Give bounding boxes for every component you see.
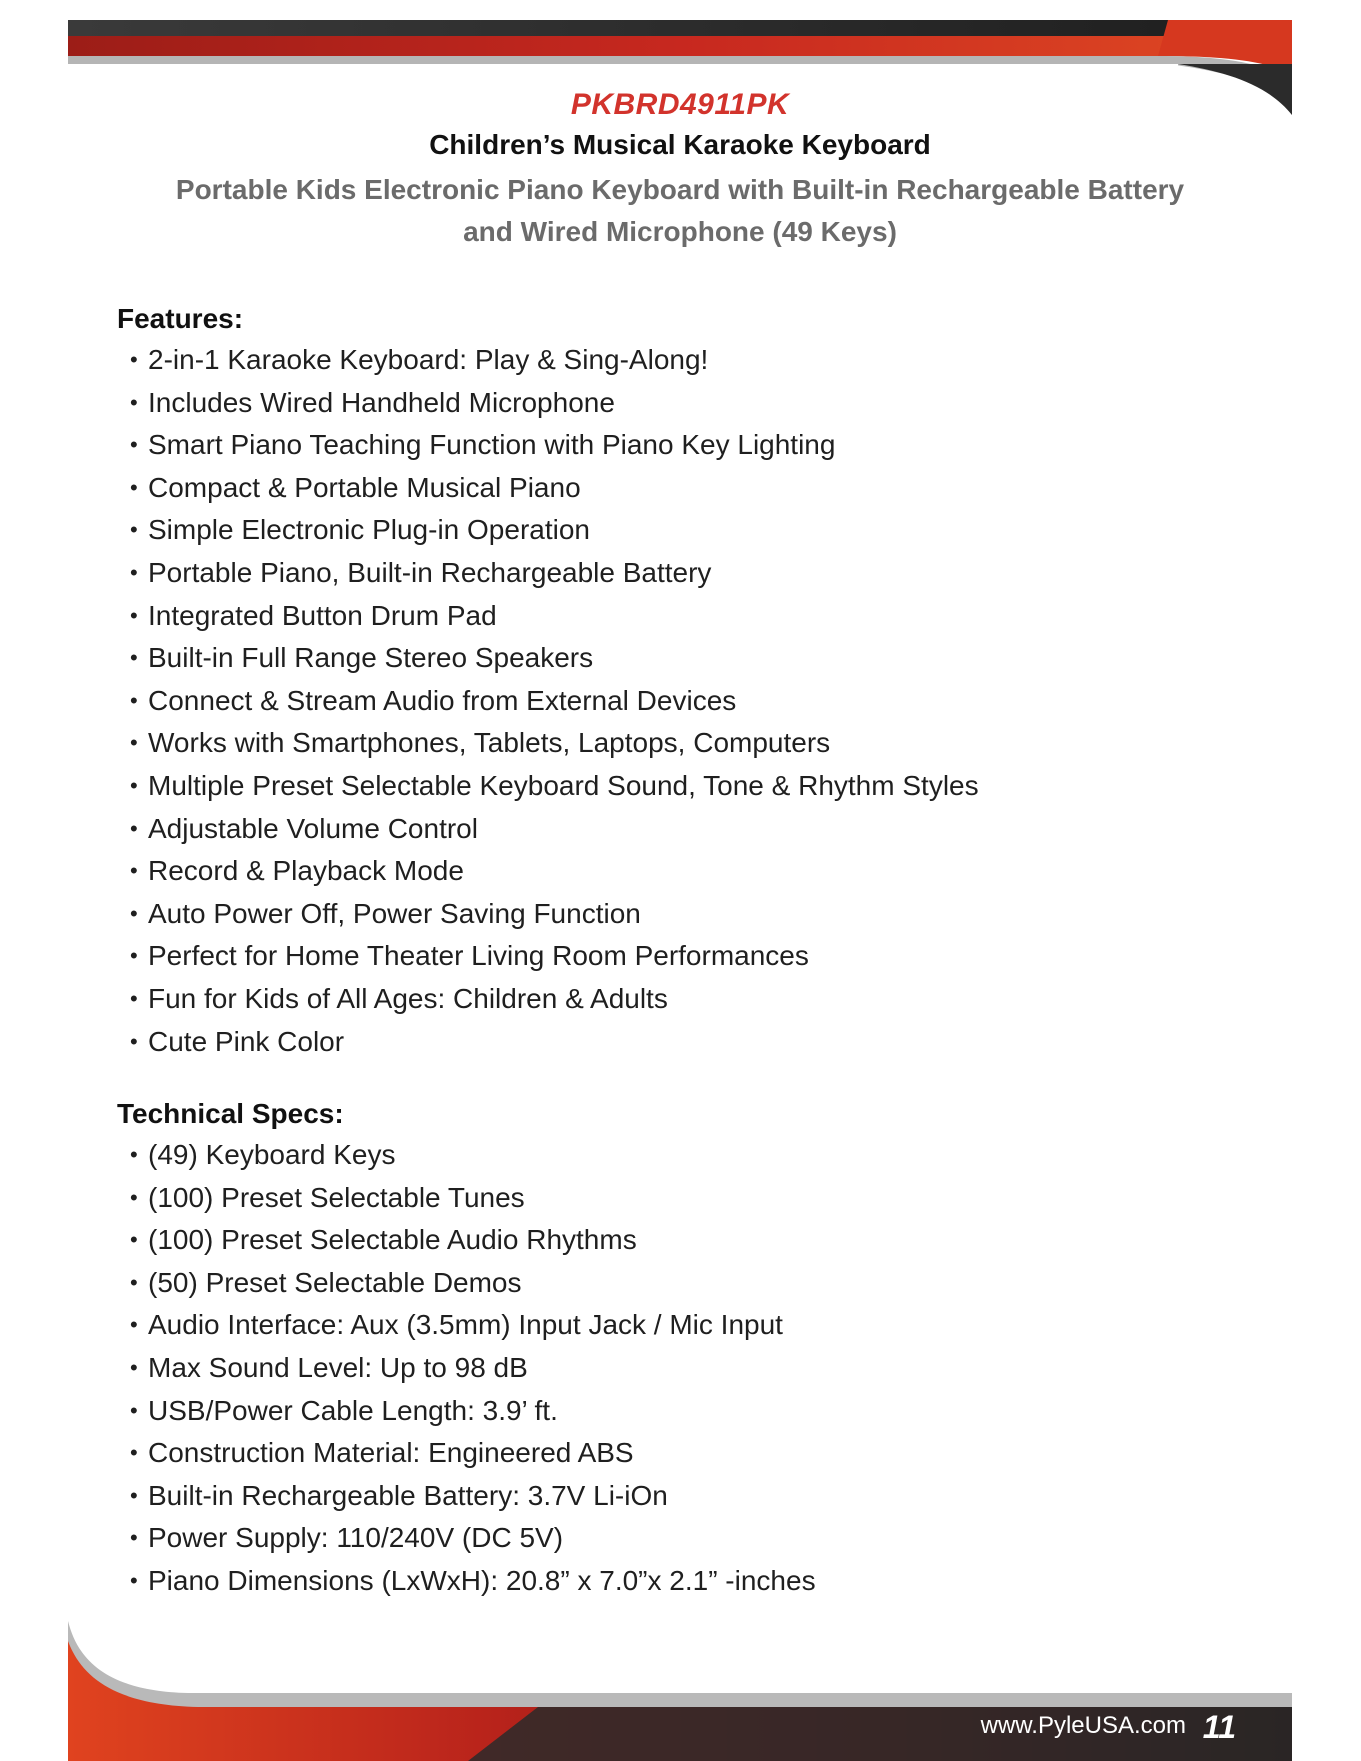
feature-item-text: Perfect for Home Theater Living Room Performances [148,940,809,972]
bullet-icon: • [130,985,138,1011]
features-section [117,299,1217,1063]
bullet-icon: • [130,602,138,628]
spec-item [130,1475,1217,1518]
bullet-icon: • [130,432,138,458]
feature-item-text: Auto Power Off, Power Saving Function [148,897,641,929]
feature-item [130,339,1217,382]
spec-item [130,1517,1217,1560]
bullet-icon: • [130,517,138,543]
feature-item [130,1021,1217,1064]
bullet-icon: • [130,1568,138,1594]
feature-item-text: 2-in-1 Karaoke Keyboard: Play & Sing-Along! [148,344,709,375]
spec-item [130,1432,1217,1475]
feature-item-text: Fun for Kids of All Ages: Children & Adults [148,982,668,1014]
features-heading: Features: [117,303,244,334]
bullet-icon: • [130,1227,138,1253]
bullet-icon: • [130,943,138,969]
bullet-icon: • [130,687,138,713]
spec-item [130,1177,1217,1220]
spec-item [130,1560,1217,1603]
page-number: 11 [1202,1709,1236,1745]
bullet-icon: • [130,1028,138,1054]
feature-item-text: Portable Piano, Built-in Rechargeable Battery [148,556,712,588]
spec-item [130,1390,1217,1433]
feature-item [130,595,1217,638]
spec-item [130,1219,1217,1262]
feature-item-text: Record & Playback Mode [148,855,464,887]
bottom-decorative-band [68,1621,1292,1761]
spec-item [130,1134,1217,1177]
feature-item [130,722,1217,765]
spec-item-text: USB/Power Cable Length: 3.9’ ft. [148,1394,558,1426]
feature-item-text: Works with Smartphones, Tablets, Laptops, Computers [148,727,831,759]
bullet-icon: • [130,347,138,372]
feature-item-text: Simple Electronic Plug-in Operation [148,514,590,546]
bullet-icon: • [130,1312,138,1338]
feature-item-text: Built-in Full Range Stereo Speakers [148,642,594,674]
feature-item [130,808,1217,851]
technical-specs-list [117,1134,1217,1603]
feature-item-text: Cute Pink Color [148,1025,345,1057]
bullet-icon: • [130,1142,138,1168]
bullet-icon: • [130,815,138,841]
feature-item-text: Compact & Portable Musical Piano [148,471,581,503]
feature-item-text: Connect & Stream Audio from External Devices [148,684,737,716]
technical-specs-heading: Technical Specs: [117,1098,344,1130]
feature-item [130,552,1217,595]
bullet-icon: • [130,900,138,926]
bullet-icon: • [130,1184,138,1210]
spec-item-text: (100) Preset Selectable Audio Rhythms [148,1224,637,1256]
bullet-icon: • [130,730,138,756]
content [68,85,1292,1603]
model-number: PKBRD4911PK [570,88,790,121]
bullet-icon: • [130,1269,138,1295]
feature-item [130,424,1217,467]
features-list [117,339,1217,1063]
technical-specs-section [117,1094,1217,1603]
spec-item-text: Power Supply: 110/240V (DC 5V) [148,1522,564,1554]
spec-item [130,1304,1217,1347]
feature-item [130,765,1217,808]
spec-item [130,1347,1217,1390]
feature-item-text: Smart Piano Teaching Function with Piano Key Lighting [148,429,836,461]
bullet-icon: • [130,389,138,415]
feature-item [130,637,1217,680]
bullet-icon: • [130,1525,138,1551]
spec-item-text: Construction Material: Engineered ABS [148,1437,634,1469]
spec-item-text: Audio Interface: Aux (3.5mm) Input Jack / Mic Input [148,1309,783,1341]
footer-website: www.PyleUSA.com [980,1712,1186,1739]
feature-item-text: Multiple Preset Selectable Keyboard Sound, Tone & Rhythm Styles [148,769,979,801]
spec-item-text: (50) Preset Selectable Demos [148,1266,522,1298]
spec-item-text: (100) Preset Selectable Tunes [148,1181,525,1213]
feature-item [130,467,1217,510]
bullet-icon: • [130,1482,138,1508]
product-subtitle: Portable Kids Electronic Piano Keyboard with Built-in Rechargeable Battery and Wired Microphone (49 Keys) [175,174,1185,247]
feature-item [130,935,1217,978]
spec-item-text: Built-in Rechargeable Battery: 3.7V Li-iOn [148,1479,668,1511]
header [68,85,1292,253]
feature-item [130,978,1217,1021]
bullet-icon: • [130,559,138,585]
feature-item [130,680,1217,723]
feature-item [130,382,1217,425]
page [68,20,1292,1761]
feature-item-text: Includes Wired Handheld Microphone [148,386,615,418]
bullet-icon: • [130,858,138,884]
bullet-icon: • [130,474,138,500]
feature-item [130,893,1217,936]
bullet-icon: • [130,645,138,671]
feature-item [130,850,1217,893]
bullet-icon: • [130,1355,138,1381]
spec-item-text: Piano Dimensions (LxWxH): 20.8” x 7.0”x 2.1” -inches [148,1565,816,1597]
spec-item-text: Max Sound Level: Up to 98 dB [148,1352,528,1384]
feature-item-text: Integrated Button Drum Pad [148,599,497,631]
feature-item [130,509,1217,552]
product-title: Children’s Musical Karaoke Keyboard [429,129,931,160]
spec-item [130,1262,1217,1305]
bullet-icon: • [130,1440,138,1466]
feature-item-text: Adjustable Volume Control [148,812,478,844]
bullet-icon: • [130,772,138,798]
spec-item-text: (49) Keyboard Keys [148,1139,396,1171]
bullet-icon: • [130,1397,138,1423]
